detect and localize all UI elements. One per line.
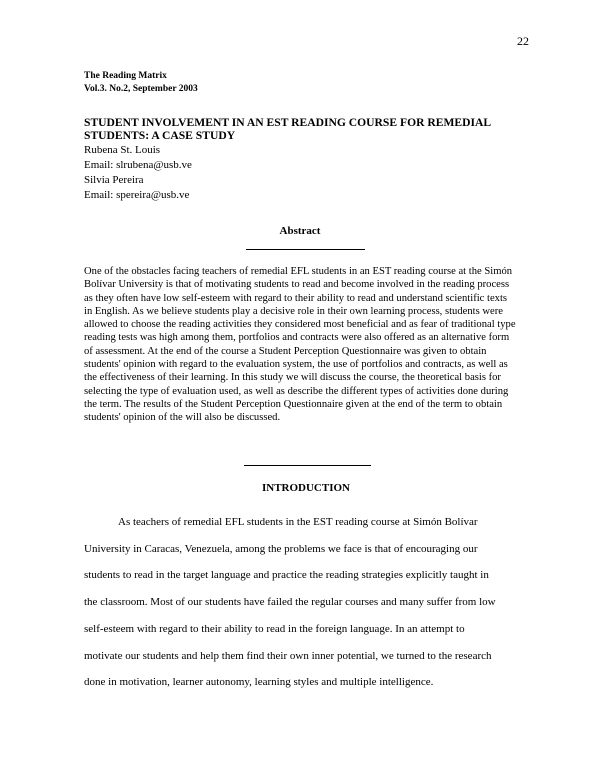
text-line: motivate our students and help them find their own inner potential, we turned to the research [84,649,492,662]
abstract-heading: Abstract [279,225,321,237]
text-line: students to read in the target language and practice the reading strategies explicitly taught in [84,569,489,582]
abstract-text: One of the obstacles facing teachers of remedial EFL students in an EST reading course at the Simón Bolívar University is that of motivating students to read and become involved in the reading process as they often have low self-esteem with regard to their ability to read and understand scientific texts in English. As we believe students play a decisive role in their own learning process, students were allowed to choose the reading activities they considered most beneficial and as fear of traditional type reading tests was high among them, portfolios and contracts were also offered as an alternative form of assessment. At the end of the course a Student Perception Questionnaire was given to obtain students' opinion with regard to the evaluation system, the use of portfolios and contracts, as well as the effectiveness of their learning. In this study we will discuss the course, the theoretical basis for selecting the type of evaluation used, as well as describe the different types of activities done during the term. The results of the Student Perception Questionnaire given at the end of the term to obtain students' opinion of the will also be discussed. [84,266,516,424]
section-divider [244,465,371,466]
author-block [84,143,192,203]
paper-title: STUDENT INVOLVEMENT IN AN EST READING COURSE FOR REMEDIAL STUDENTS: A CASE STUDY [84,116,491,142]
introduction-text [84,509,518,696]
journal-header [84,70,198,96]
introduction-heading: INTRODUCTION [261,482,350,494]
journal-name: The Reading Matrix [84,71,167,81]
page-number: 22 [517,34,529,48]
author-email: Email: slrubena@usb.ve [84,159,192,171]
text-line: University in Caracas, Venezuela, among the problems we face is that of encouraging our [84,542,478,555]
journal-issue: Vol.3. No.2, September 2003 [84,84,198,94]
text-line: self-esteem with regard to their ability to read in the foreign language. In an attempt to [84,622,465,635]
author-name: Silvia Pereira [84,174,144,186]
text-line: done in motivation, learner autonomy, learning styles and multiple intelligence. [84,676,434,689]
abstract-divider [246,249,365,250]
author-name: Rubena St. Louis [84,144,161,156]
author-email: Email: spereira@usb.ve [84,189,190,201]
text-line: As teachers of remedial EFL students in the EST reading course at Simón Bolívar [118,516,478,528]
text-line: the classroom. Most of our students have failed the regular courses and many suffer from low [84,596,496,609]
